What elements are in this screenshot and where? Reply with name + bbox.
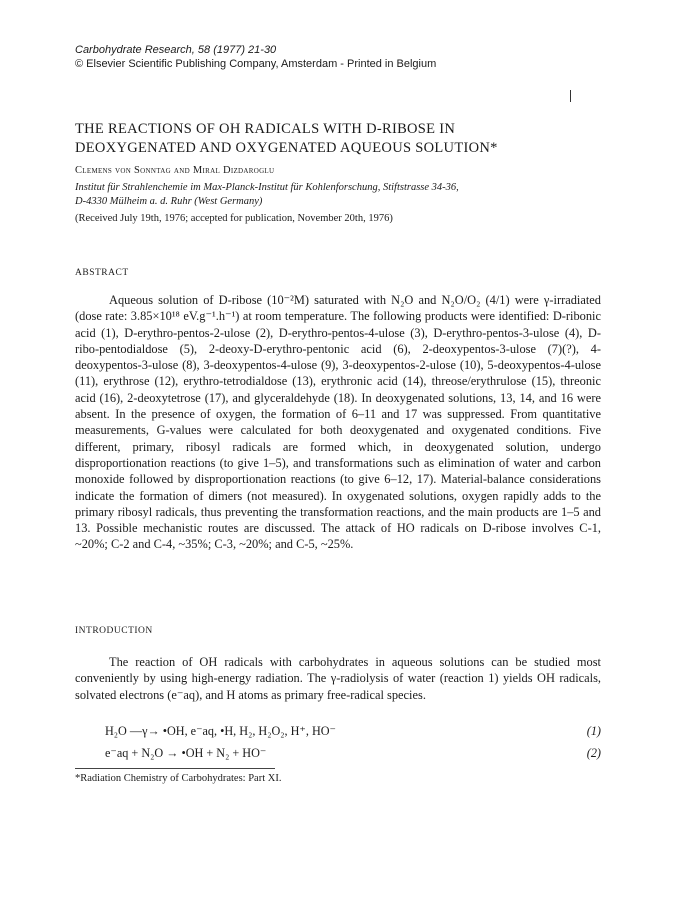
title-line-1: THE REACTIONS OF OH RADICALS WITH D-RIBOSE IN bbox=[75, 121, 456, 137]
journal-header bbox=[75, 43, 436, 71]
abstract-text: Aqueous solution of D-ribose (10⁻²M) saturated with N₂O and N₂O/O₂ (4/1) were γ-irradiated (dose rate: 3.85×10¹⁸ eV.g⁻¹.h⁻¹) at room temperature. The following products were identified: D-ribonic acid (1), D-erythro-pentos-2-ulose (2), D-erythro-pentos-4-ulose (3), D-erythro-pentos-3-ulose (4), D-ribo-pentodialdose (5), 2-deoxy-D-erythro-pentonic acid (6), 2-deoxypentos-3-ulose (7)(?), 4-deoxypentos-3-ulose (8), 3-deoxypentos-4-ulose (9), 3-deoxypentos-2-ulose (10), 5-deoxypentos-4-ulose (11), erythrose (12), erythro-tetrodialdose (13), erythronic acid (14), threose/erythrulose (15), threonic acid (16), 2-deoxytetrose (17), and glyceraldehyde (18). In deoxygenated solutions, 13, 14, and 16 were absent. In the presence of oxygen, the formation of 6–11 and 17 was suppressed. From quantitative measurements, G-values were calculated for both deoxygenated and oxygenated conditions. Five different, primary, ribosyl radicals are formed which, in deoxygenated solution, undergo disproportionation reactions (to give 1–5), and transformations such as elimination of water and carbon monoxide followed by disproportionation reactions (to give 6–12, 17). Material-balance considerations indicate the formation of dimers (not measured). In oxygenated solutions, oxygen rapidly adds to the primary ribosyl radicals, thus preventing the transformation reactions, and the main products are 1–5 and 13. Possible mechanistic routes are discussed. The attack of HO radicals on D-ribose involves C-1, ~20%; C-2 and C-4, ~35%; C-3, ~20%; and C-5, ~25%. bbox=[75, 293, 601, 552]
equation-expression: H₂O —γ→ •OH, e⁻aq, •H, H₂, H₂O₂, H⁺, HO⁻ bbox=[105, 724, 336, 738]
affiliation-line-2: D-4330 Mülheim a. d. Ruhr (West Germany) bbox=[75, 196, 263, 207]
equation-number: (2) bbox=[586, 746, 601, 760]
affiliation bbox=[75, 181, 615, 209]
article-title bbox=[75, 120, 615, 158]
abstract-heading: ABSTRACT bbox=[75, 268, 129, 278]
equation-1 bbox=[105, 723, 601, 739]
footnote: *Radiation Chemistry of Carbohydrates: Part XI. bbox=[75, 773, 282, 784]
publisher-line: © Elsevier Scientific Publishing Company, Amsterdam - Printed in Belgium bbox=[75, 58, 437, 70]
equation-2 bbox=[105, 745, 601, 761]
footnote-rule bbox=[75, 768, 275, 769]
introduction-heading: INTRODUCTION bbox=[75, 626, 153, 636]
margin-mark bbox=[570, 90, 571, 102]
equation-expression: e⁻aq + N₂O → •OH + N₂ + HO⁻ bbox=[105, 746, 267, 760]
author-list: Clemens von Sonntag and Miral Dizdaroglu bbox=[75, 165, 275, 176]
affiliation-line-1: Institut für Strahlenchemie im Max-Planck-Institut für Kohlenforschung, Stiftstrasse 34-36, bbox=[75, 182, 459, 193]
introduction-text: The reaction of OH radicals with carbohydrates in aqueous solutions can be studied most conveniently by using high-energy radiation. The γ-radiolysis of water (reaction 1) yields OH radicals, solvated electrons (e⁻aq), and H atoms as primary free-radical species. bbox=[75, 655, 601, 702]
equation-number: (1) bbox=[586, 724, 601, 738]
journal-citation: Carbohydrate Research, 58 (1977) 21-30 bbox=[75, 44, 277, 56]
received-dates: (Received July 19th, 1976; accepted for publication, November 20th, 1976) bbox=[75, 213, 393, 224]
title-line-2: DEOXYGENATED AND OXYGENATED AQUEOUS SOLUTION* bbox=[75, 140, 498, 156]
